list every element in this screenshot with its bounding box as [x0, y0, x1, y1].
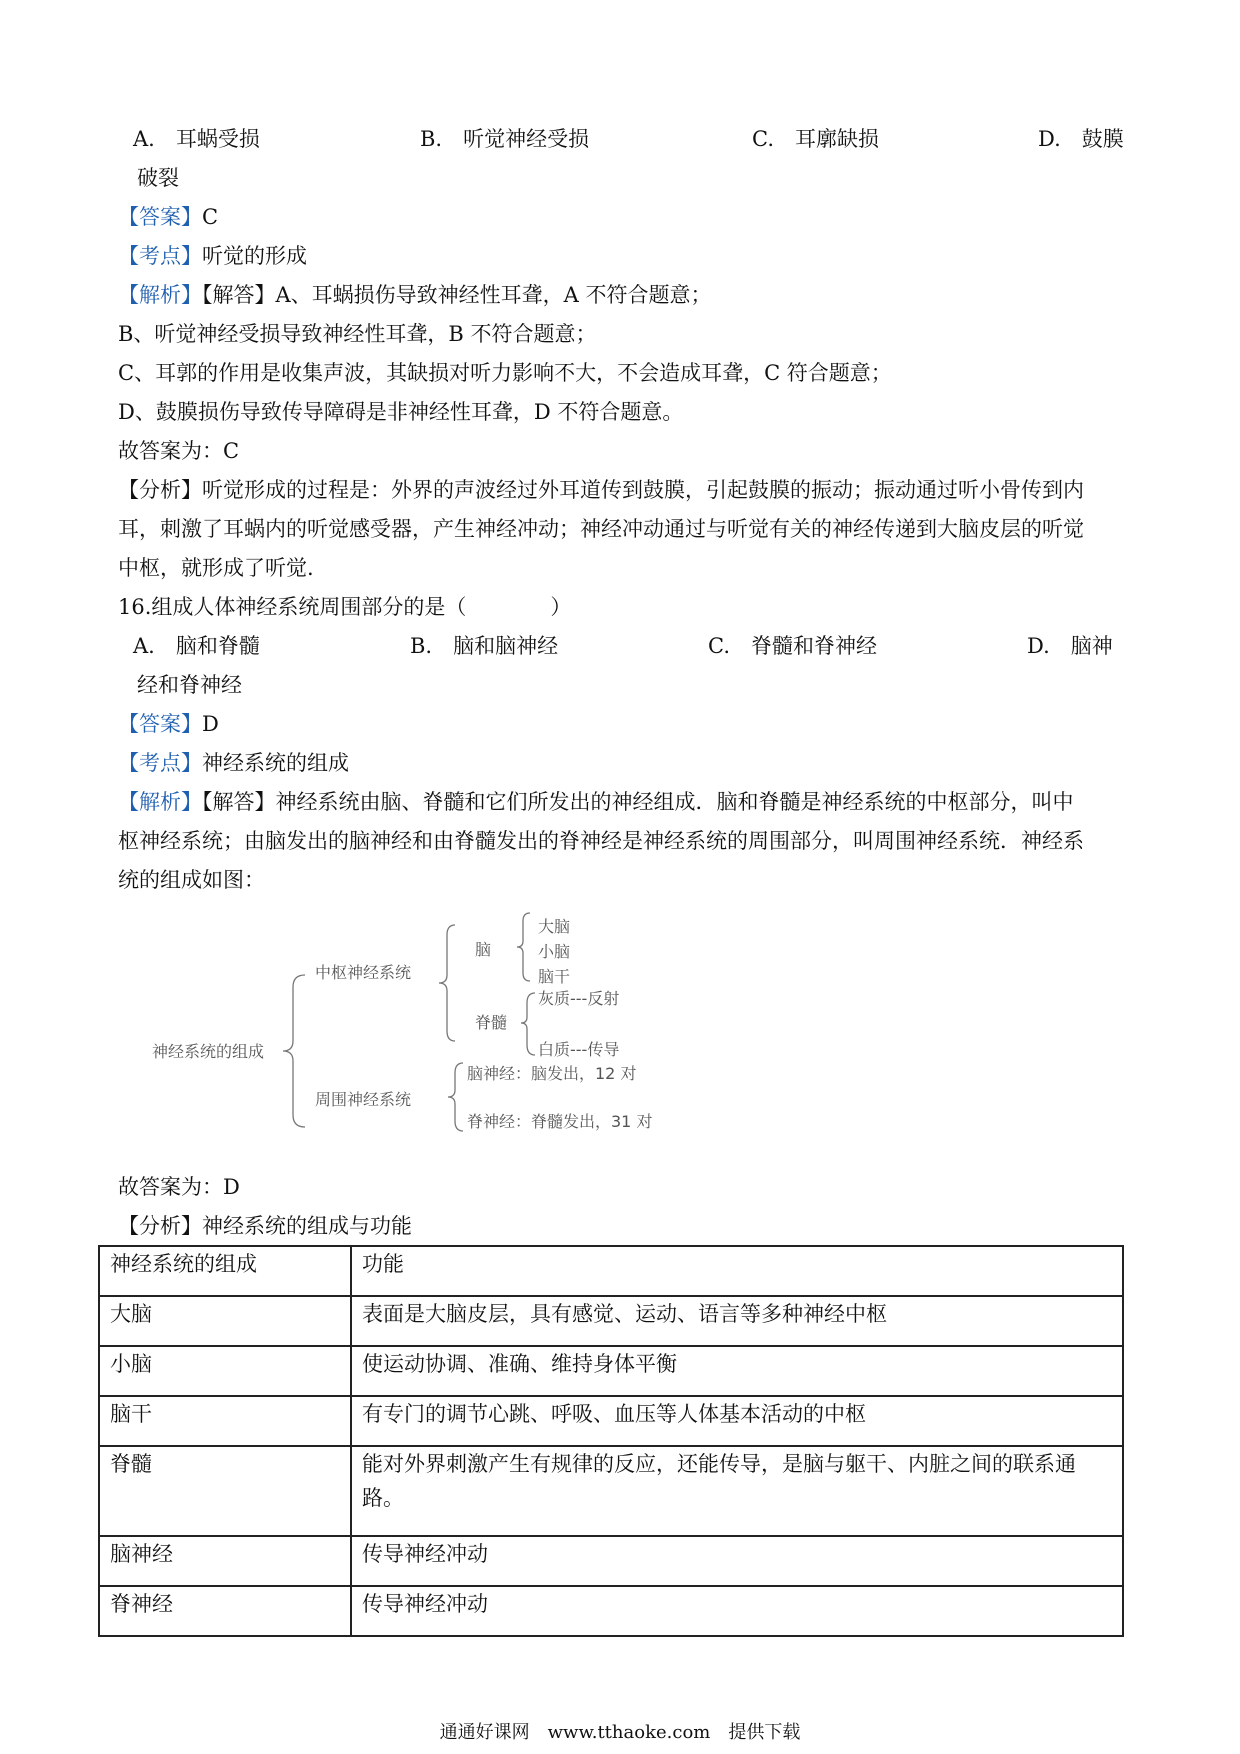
jiexi-tag: 【解析】 [118, 283, 202, 307]
q16-stem: 16.组成人体神经系统周围部分的是（ ） [118, 595, 572, 619]
q15-option-d-continued: 破裂 [137, 166, 179, 190]
table-row [99, 1296, 1123, 1346]
diagram-peripheral: 周围神经系统 [315, 1090, 412, 1109]
table-cell: 表面是大脑皮层，具有感觉、运动、语言等多种神经中枢 [351, 1296, 1123, 1346]
table-cell: 传导神经冲动 [351, 1586, 1123, 1636]
q15-jiexi-line [118, 280, 712, 310]
diagram-central: 中枢神经系统 [315, 963, 412, 982]
diagram-brain-part-2: 小脑 [538, 942, 571, 961]
q15-answer: C [202, 205, 219, 229]
q15-fenxi-2: 耳，刺激了耳蜗内的听觉感受器，产生神经冲动；神经冲动通过与听觉有关的神经传递到大脑皮层的听觉 [118, 517, 1084, 541]
table-header-row [99, 1246, 1123, 1296]
q16-jiexi-2: 枢神经系统；由脑发出的脑神经和由脊髓发出的脊神经是神经系统的周围部分，叫周围神经系统．神经系 [118, 829, 1084, 853]
q15-fenxi-1: 【分析】听觉形成的过程是：外界的声波经过外耳道传到鼓膜，引起鼓膜的振动；振动通过听小骨传到内 [118, 478, 1084, 502]
diagram-spinal-part-1: 灰质---反射 [538, 989, 620, 1008]
q16-option-c: C. 脊髓和脊神经 [708, 634, 877, 658]
q16-option-a: A. 脑和脊髓 [133, 634, 260, 658]
jiexi-tag: 【解析】 [118, 790, 202, 814]
table-row [99, 1446, 1123, 1536]
q15-jiexi-c: C、耳郭的作用是收集声波，其缺损对听力影响不大，不会造成耳聋，C 符合题意； [118, 361, 892, 385]
q15-jiexi-d: D、鼓膜损伤导致传导障碍是非神经性耳聋，D 不符合题意。 [118, 400, 684, 424]
answer-tag: 【答案】 [118, 205, 202, 229]
q16-final-answer: 故答案为：D [118, 1175, 240, 1199]
table-cell: 使运动协调、准确、维持身体平衡 [351, 1346, 1123, 1396]
q16-jiexi-1: 【解答】神经系统由脑、脊髓和它们所发出的神经组成．脑和脊髓是神经系统的中枢部分，叫中 [202, 790, 1074, 814]
answer-tag: 【答案】 [118, 712, 202, 736]
q16-kaodian: 神经系统的组成 [202, 751, 349, 775]
q16-kaodian-line [118, 748, 349, 778]
q15-option-d: D. 鼓膜 [1038, 127, 1124, 151]
q16-fenxi: 【分析】神经系统的组成与功能 [118, 1214, 412, 1238]
central-brace [439, 925, 455, 1041]
diagram-root: 神经系统的组成 [152, 1042, 265, 1061]
page-footer: 通通好课网 www.tthaoke.com 提供下载 [439, 1722, 801, 1743]
q16-jiexi-3: 统的组成如图： [118, 868, 265, 892]
diagram-peripheral-part-2: 脊神经：脊髓发出，31 对 [467, 1112, 653, 1131]
table-cell: 有专门的调节心跳、呼吸、血压等人体基本活动的中枢 [351, 1396, 1123, 1446]
q15-final-answer: 故答案为：C [118, 439, 240, 463]
diagram-spinal: 脊髓 [475, 1013, 508, 1032]
root-brace [283, 975, 305, 1127]
q15-option-c: C. 耳廓缺损 [752, 127, 879, 151]
q16-jiexi-line [118, 787, 1074, 817]
table-row [99, 1536, 1123, 1586]
table-cell: 脊神经 [99, 1586, 351, 1636]
q15-answer-line [118, 202, 218, 232]
diagram-peripheral-part-1: 脑神经：脑发出，12 对 [467, 1064, 637, 1083]
q15-jiexi-first: 【解答】A、耳蜗损伤导致神经性耳聋，A 不符合题意； [202, 283, 712, 307]
q16-option-d: D. 脑神 [1027, 634, 1113, 658]
q15-option-a: A. 耳蜗受损 [133, 127, 260, 151]
diagram-brain-part-3: 脑干 [538, 967, 571, 986]
kaodian-tag: 【考点】 [118, 751, 202, 775]
table-cell: 传导神经冲动 [351, 1536, 1123, 1586]
table-cell: 能对外界刺激产生有规律的反应，还能传导，是脑与躯干、内脏之间的联系通路。 [351, 1446, 1123, 1536]
q15-option-b: B. 听觉神经受损 [420, 127, 590, 151]
table-cell: 大脑 [99, 1296, 351, 1346]
table-cell: 小脑 [99, 1346, 351, 1396]
table-cell: 脑干 [99, 1396, 351, 1446]
function-table [98, 1245, 1124, 1637]
diagram-brain: 脑 [475, 940, 492, 959]
table-cell: 脑神经 [99, 1536, 351, 1586]
q15-kaodian-line [118, 241, 307, 271]
brain-brace [517, 913, 530, 981]
table-header-cell: 功能 [351, 1246, 1123, 1296]
kaodian-tag: 【考点】 [118, 244, 202, 268]
q16-option-b: B. 脑和脑神经 [410, 634, 559, 658]
table-header-cell: 神经系统的组成 [99, 1246, 351, 1296]
q16-answer-line [118, 709, 219, 739]
spinal-brace [521, 993, 535, 1055]
nervous-system-diagram [145, 905, 685, 1160]
table-row [99, 1586, 1123, 1636]
q16-answer: D [202, 712, 219, 736]
diagram-brain-part-1: 大脑 [538, 917, 571, 936]
diagram-spinal-part-2: 白质---传导 [538, 1040, 620, 1059]
peripheral-brace [448, 1063, 463, 1131]
table-row [99, 1346, 1123, 1396]
table-row [99, 1396, 1123, 1446]
q15-kaodian: 听觉的形成 [202, 244, 307, 268]
q16-option-d-continued: 经和脊神经 [137, 673, 242, 697]
q15-fenxi-3: 中枢，就形成了听觉. [118, 556, 314, 580]
table-cell: 脊髓 [99, 1446, 351, 1536]
q15-jiexi-b: B、听觉神经受损导致神经性耳聋，B 不符合题意； [118, 322, 597, 346]
